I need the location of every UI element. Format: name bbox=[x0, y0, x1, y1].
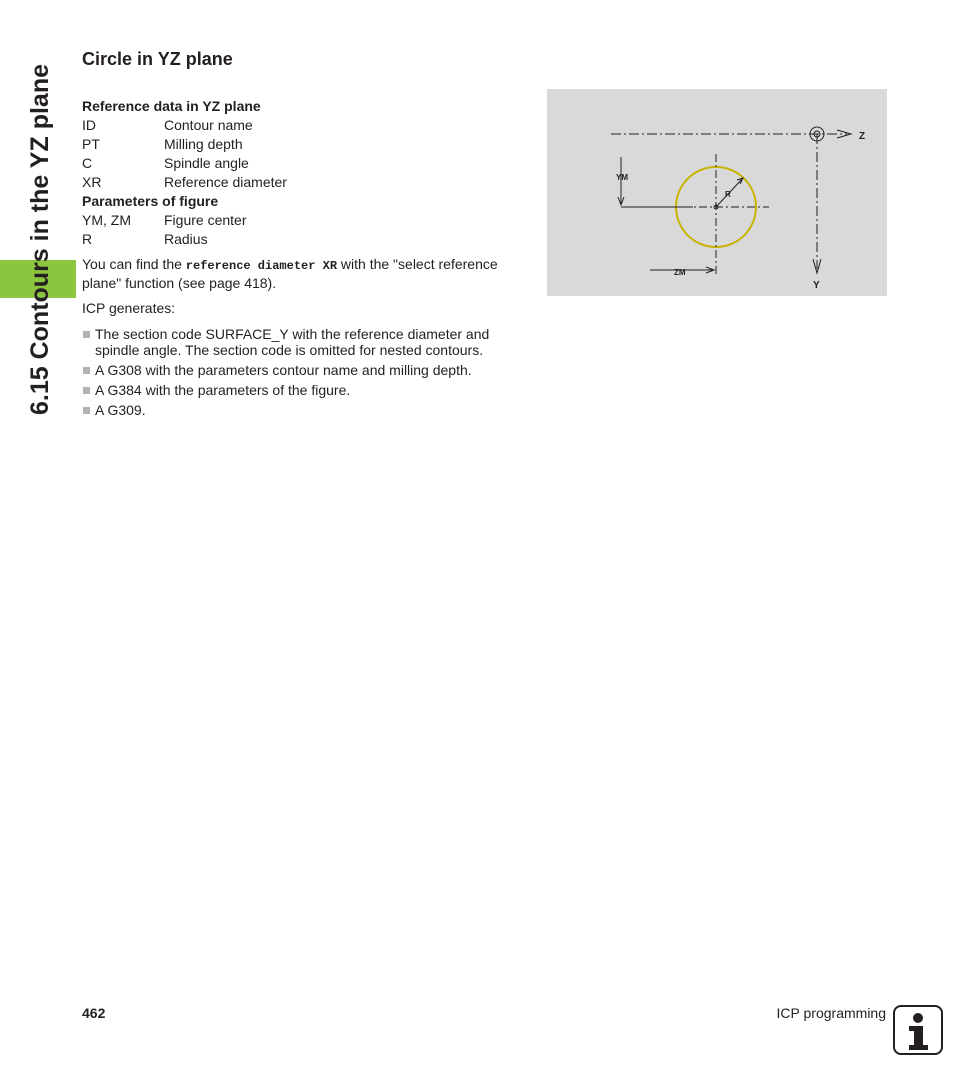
z-arrow-icon bbox=[837, 130, 851, 138]
bullet-square-icon bbox=[83, 331, 90, 338]
icp-generates-label: ICP generates: bbox=[82, 300, 176, 316]
para-prefix: You can find the bbox=[82, 256, 186, 272]
page-title: Circle in YZ plane bbox=[82, 49, 233, 69]
bullet-square-icon bbox=[83, 407, 90, 414]
main-content bbox=[82, 48, 522, 422]
bullet-square-icon bbox=[83, 367, 90, 374]
info-icon-svg bbox=[893, 1005, 943, 1055]
list-item-text: The section code SURFACE_Y with the reference diameter and spindle angle. The section code is omitted for nested contours. bbox=[95, 326, 490, 358]
bullet-list bbox=[82, 326, 522, 418]
label-zm: ZM bbox=[674, 268, 686, 277]
side-chapter-title: 6.15 Contours in the YZ plane bbox=[26, 64, 54, 415]
label-ym: YM bbox=[616, 173, 628, 182]
footer-section: ICP programming bbox=[776, 1005, 886, 1021]
info-icon bbox=[893, 1005, 943, 1055]
reference-paragraph bbox=[82, 256, 522, 292]
label-y: Y bbox=[813, 280, 820, 291]
row-key: PT bbox=[82, 136, 100, 152]
ref-table bbox=[82, 116, 522, 192]
row-value: Figure center bbox=[164, 212, 247, 228]
row-value: Spindle angle bbox=[164, 155, 249, 171]
ref-section-title: Reference data in YZ plane bbox=[82, 98, 261, 114]
row-key: R bbox=[82, 231, 93, 247]
bullet-square-icon bbox=[83, 387, 90, 394]
row-value: Radius bbox=[164, 231, 208, 247]
para-suffix: with the "select reference plane" function (see page 418). bbox=[82, 256, 498, 291]
param-table bbox=[82, 211, 522, 249]
table-row bbox=[82, 230, 522, 249]
table-row bbox=[82, 135, 522, 154]
row-key: XR bbox=[82, 174, 102, 190]
list-item-text: A G309. bbox=[95, 402, 146, 418]
row-value: Milling depth bbox=[164, 136, 243, 152]
table-row bbox=[82, 211, 522, 230]
label-r: R bbox=[725, 190, 731, 199]
list-item bbox=[82, 402, 522, 418]
row-key: C bbox=[82, 155, 93, 171]
param-section-title: Parameters of figure bbox=[82, 193, 219, 209]
circle-yz-diagram bbox=[547, 89, 887, 296]
table-row bbox=[82, 173, 522, 192]
row-key: YM, ZM bbox=[82, 212, 131, 228]
row-value: Contour name bbox=[164, 117, 253, 133]
list-item-text: A G384 with the parameters of the figure. bbox=[95, 382, 351, 398]
row-key: ID bbox=[82, 117, 96, 133]
list-item bbox=[82, 362, 522, 378]
list-item bbox=[82, 382, 522, 398]
table-row bbox=[82, 116, 522, 135]
row-value: Reference diameter bbox=[164, 174, 287, 190]
label-z: Z bbox=[859, 131, 866, 142]
table-row bbox=[82, 154, 522, 173]
para-code: reference diameter XR bbox=[185, 259, 338, 273]
diagram-svg bbox=[547, 89, 887, 296]
list-item bbox=[82, 326, 522, 358]
list-item-text: A G308 with the parameters contour name and milling depth. bbox=[95, 362, 472, 378]
page-number: 462 bbox=[82, 1005, 106, 1021]
